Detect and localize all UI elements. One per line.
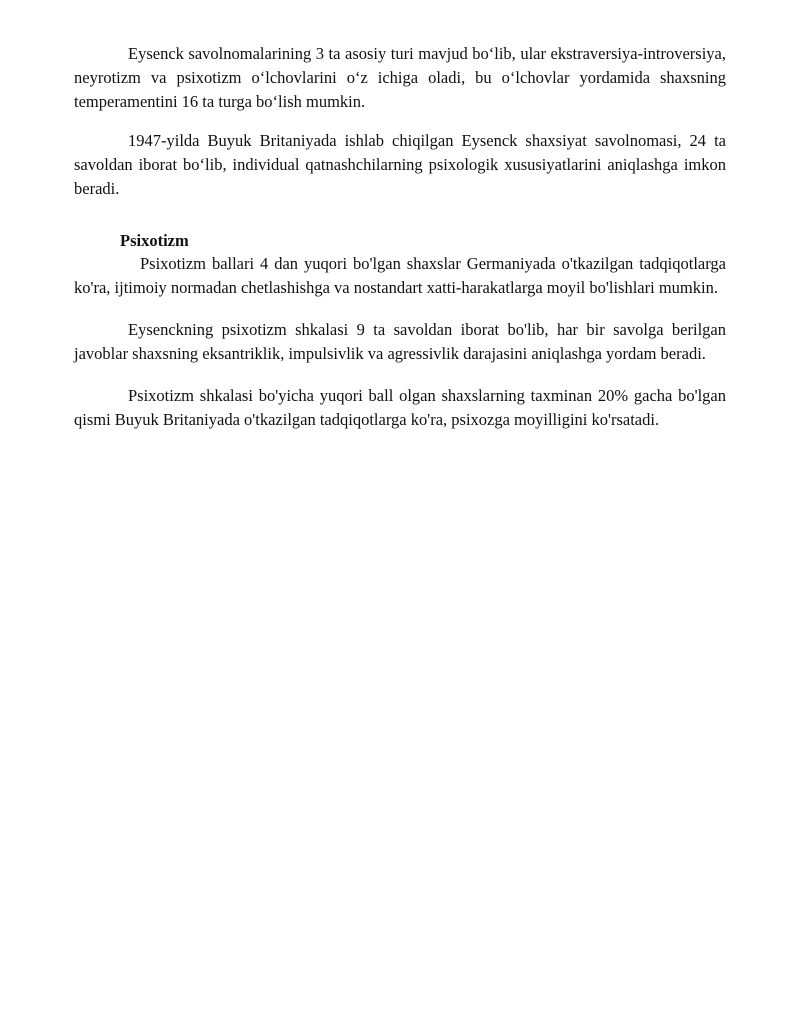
paragraph-psychoticism-scores: Psixotizm ballari 4 dan yuqori bo'lgan shaxslar Germaniyada o'tkazilgan tadqiqotlarga ko'ra, ijtimoiy normadan chetlashishga va nostandart xatti-harakatlarga moyil bo'lishlari mumkin. <box>74 254 726 297</box>
document-page <box>74 42 726 432</box>
paragraph-eysenck-types: Eysenck savolnomalarining 3 ta asosiy turi mavjud bo‘lib, ular ekstraversiya-introversiya, neyrotizm va psixotizm o‘lchovlarini o‘z ichiga oladi, bu o‘lchovlar yordamida shaxsning temperamentini 16 ta turga bo‘lish mumkin. <box>74 44 726 111</box>
section-heading: Psixotizm <box>120 231 189 250</box>
paragraph-psychoticism-results: Psixotizm shkalasi bo'yicha yuqori ball olgan shaxslarning taxminan 20% gacha bo'lgan qismi Buyuk Britaniyada o'tkazilgan tadqiqotlarga ko'ra, psixozga moyilligini ko'rsatadi. <box>74 386 726 429</box>
paragraph-eysenck-1947: 1947-yilda Buyuk Britaniyada ishlab chiqilgan Eysenck shaxsiyat savolnomasi, 24 ta savoldan iborat bo‘lib, individual qatnashchilarning psixologik xususiyatlarini aniqlashga imkon beradi. <box>74 131 726 198</box>
paragraph-psychoticism-scale: Eysenckning psixotizm shkalasi 9 ta savoldan iborat bo'lib, har bir savolga berilgan javoblar shaxsning eksantriklik, impulsivlik va agressivlik darajasini aniqlashga yordam beradi. <box>74 320 726 363</box>
